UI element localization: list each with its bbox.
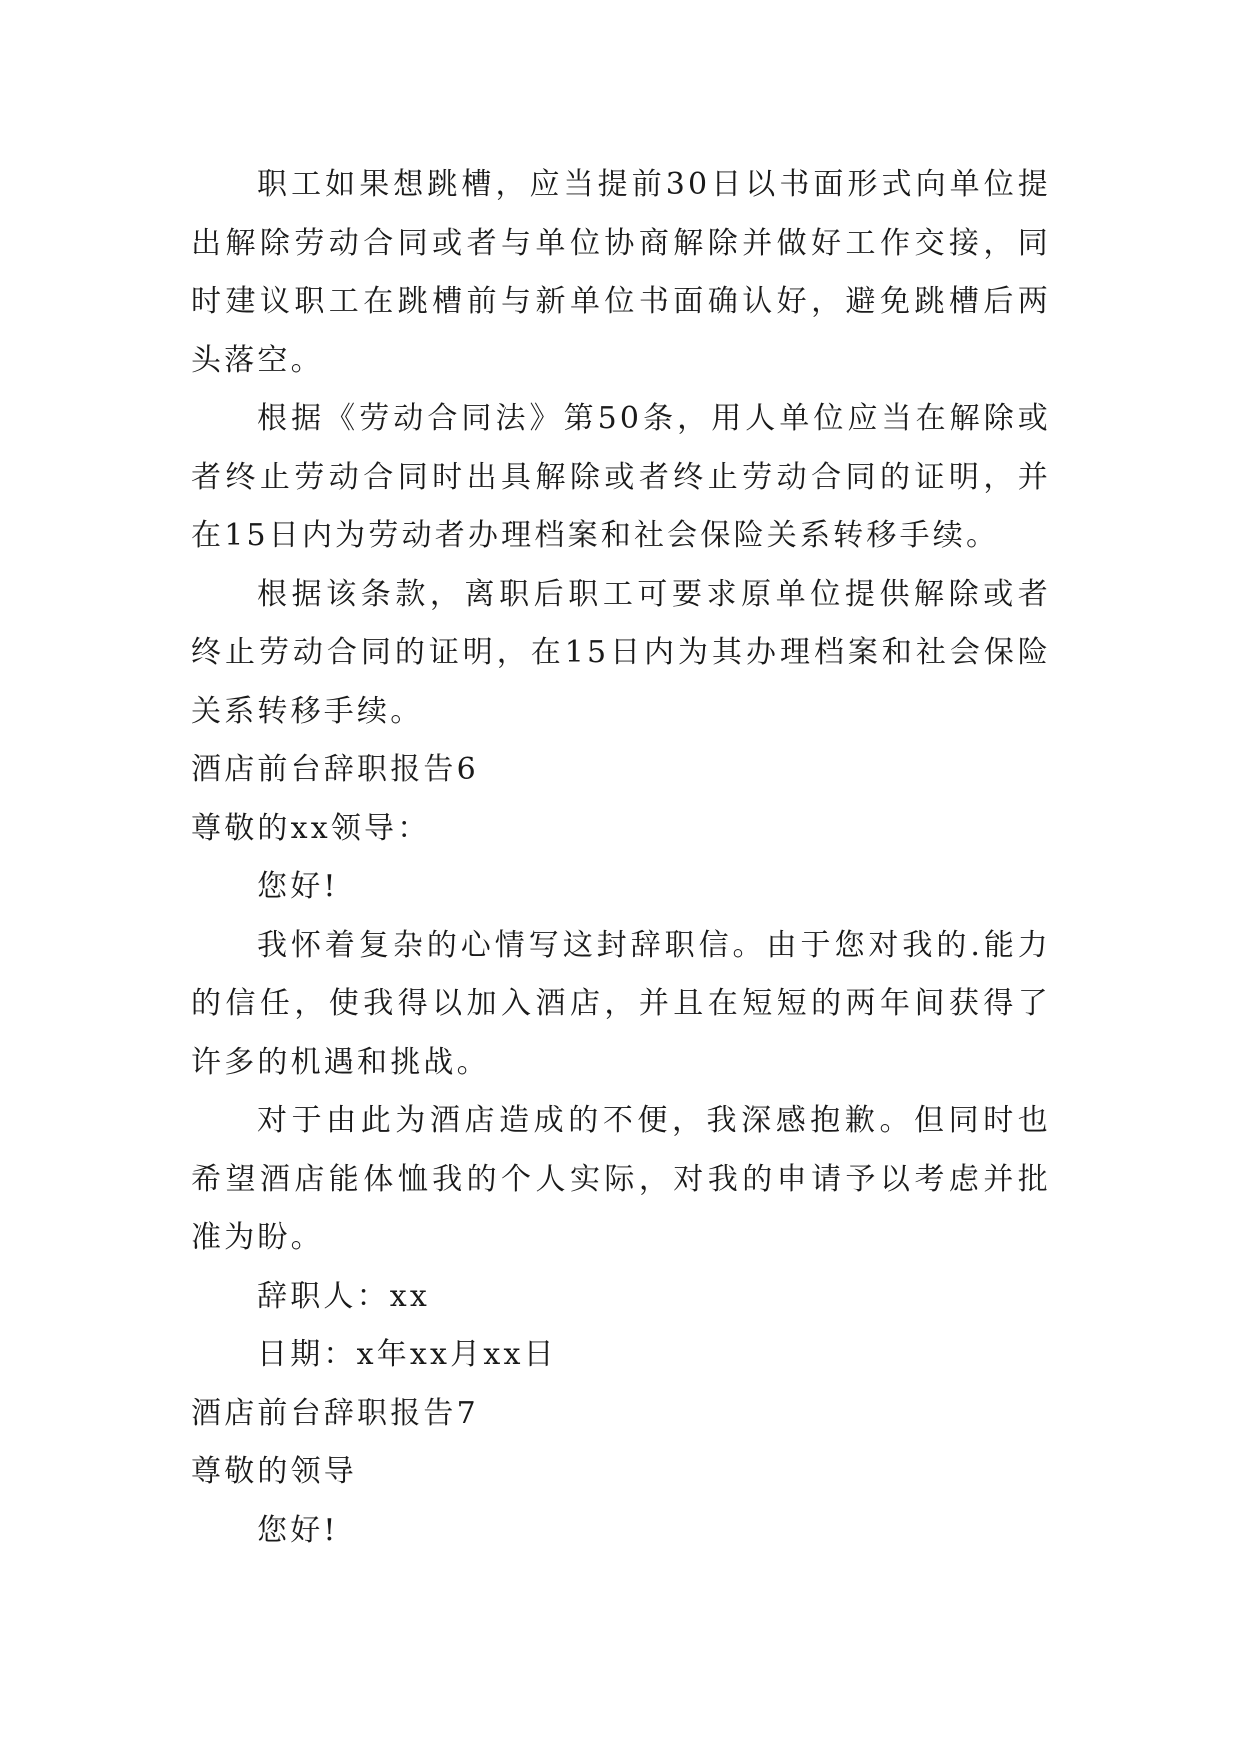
section-heading-report-6: 酒店前台辞职报告6 [191,752,479,787]
paragraph-certificate-request: 根据该条款，离职后职工可要求原单位提供解除或者终止劳动合同的证明，在15日内为其办理档案和社会保险关系转移手续。 [191,576,1051,729]
signature-resigner: 辞职人：xx [257,1278,431,1314]
greeting-report-6: 您好! [257,869,339,904]
signature-date: 日期：x年xx月xx日 [257,1337,557,1372]
greeting-report-7: 您好! [257,1512,339,1548]
salutation-report-6: 尊敬的xx领导： [191,810,431,846]
document-body [191,156,1051,1560]
section-heading-report-7: 酒店前台辞职报告7 [191,1395,479,1431]
paragraph-labor-law-article-50: 根据《劳动合同法》第50条，用人单位应当在解除或者终止劳动合同时出具解除或者终止劳动合同的证明，并在15日内为劳动者办理档案和社会保险关系转移手续。 [191,401,1051,553]
paragraph-job-hopping-notice: 职工如果想跳槽，应当提前30日以书面形式向单位提出解除劳动合同或者与单位协商解除并做好工作交接，同时建议职工在跳槽前与新单位书面确认好，避免跳槽后两头落空。 [191,167,1051,378]
paragraph-resignation-reason: 我怀着复杂的心情写这封辞职信。由于您对我的.能力的信任，使我得以加入酒店，并且在短短的两年间获得了许多的机遇和挑战。 [191,927,1051,1080]
salutation-report-7: 尊敬的领导 [191,1454,357,1489]
paragraph-apology-request: 对于由此为酒店造成的不便，我深感抱歉。但同时也希望酒店能体恤我的个人实际，对我的申请予以考虑并批准为盼。 [191,1103,1051,1255]
